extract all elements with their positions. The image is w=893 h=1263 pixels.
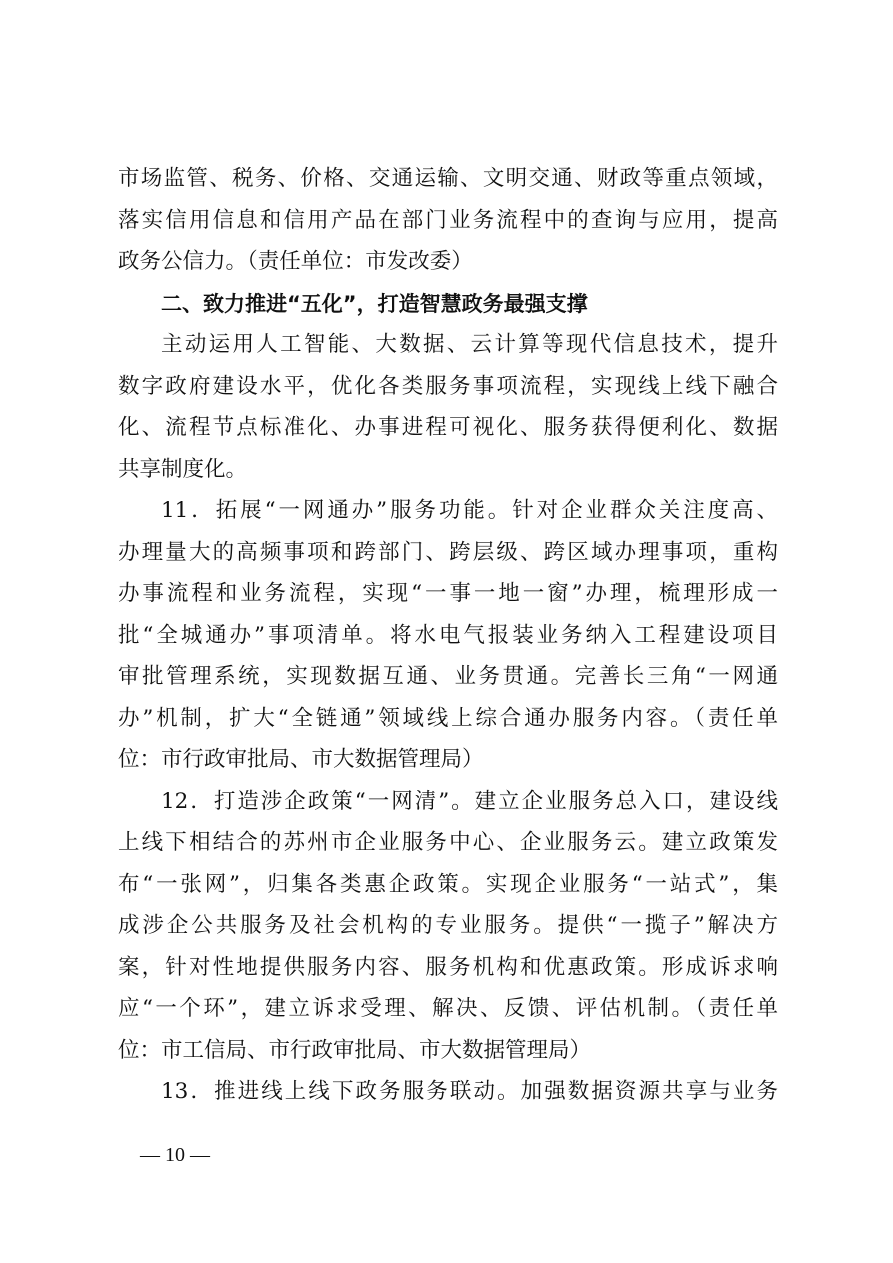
text-line: 案，针对性地提供服务内容、服务机构和优惠政策。形成诉求响 <box>118 954 778 980</box>
text-line: 批“全城通办”事项清单。将水电气报装业务纳入工程建设项目 <box>118 622 778 648</box>
text-line: 政务公信力。（责任单位：市发改委） <box>118 249 473 274</box>
text-line: 位：市行政审批局、市大数据管理局） <box>118 747 484 772</box>
text-line: 布“一张网”，归集各类惠企政策。实现企业服务“一站式”，集 <box>118 871 778 897</box>
text-line: 12．打造涉企政策“一网清”。建立企业服务总入口，建设线 <box>161 788 778 814</box>
text-line: 市场监管、税务、价格、交通运输、文明交通、财政等重点领域， <box>118 166 778 191</box>
text-line: 应“一个环”，建立诉求受理、解决、反馈、评估机制。（责任单 <box>118 996 778 1021</box>
text-line: 审批管理系统，实现数据互通、业务贯通。完善长三角“一网通 <box>118 664 778 689</box>
section-heading: 二、致力推进“五化”，打造智慧政务最强支撑 <box>161 291 588 316</box>
text-line: 办事流程和业务流程，实现“一事一地一窗”办理，梳理形成一 <box>118 581 778 606</box>
text-line: 上线下相结合的苏州市企业服务中心、企业服务云。建立政策发 <box>118 830 778 855</box>
text-line: 办理量大的高频事项和跨部门、跨层级、跨区域办理事项，重构 <box>118 539 778 565</box>
text-line: 11．拓展“一网通办”服务功能。针对企业群众关注度高、 <box>161 498 778 523</box>
document-body <box>118 160 778 1112</box>
text-line: 13．推进线上线下政务服务联动。加强数据资源共享与业务 <box>161 1079 778 1104</box>
text-line: 共享制度化。 <box>118 456 248 482</box>
document-page <box>118 160 778 1115</box>
page-number: — 10 — <box>140 1144 210 1166</box>
text-line: 落实信用信息和信用产品在部门业务流程中的查询与应用，提高 <box>118 207 778 233</box>
text-line: 办”机制，扩大“全链通”领域线上综合通办服务内容。（责任单 <box>118 705 778 731</box>
text-line: 主动运用人工智能、大数据、云计算等现代信息技术，提升 <box>161 332 778 357</box>
text-line: 位：市工信局、市行政审批局、市大数据管理局） <box>118 1037 592 1063</box>
text-line: 化、流程节点标准化、办事进程可视化、服务获得便利化、数据 <box>118 415 778 440</box>
text-line: 数字政府建设水平，优化各类服务事项流程，实现线上线下融合 <box>118 373 778 399</box>
text-line: 成涉企公共服务及社会机构的专业服务。提供“一揽子”解决方 <box>118 913 778 938</box>
